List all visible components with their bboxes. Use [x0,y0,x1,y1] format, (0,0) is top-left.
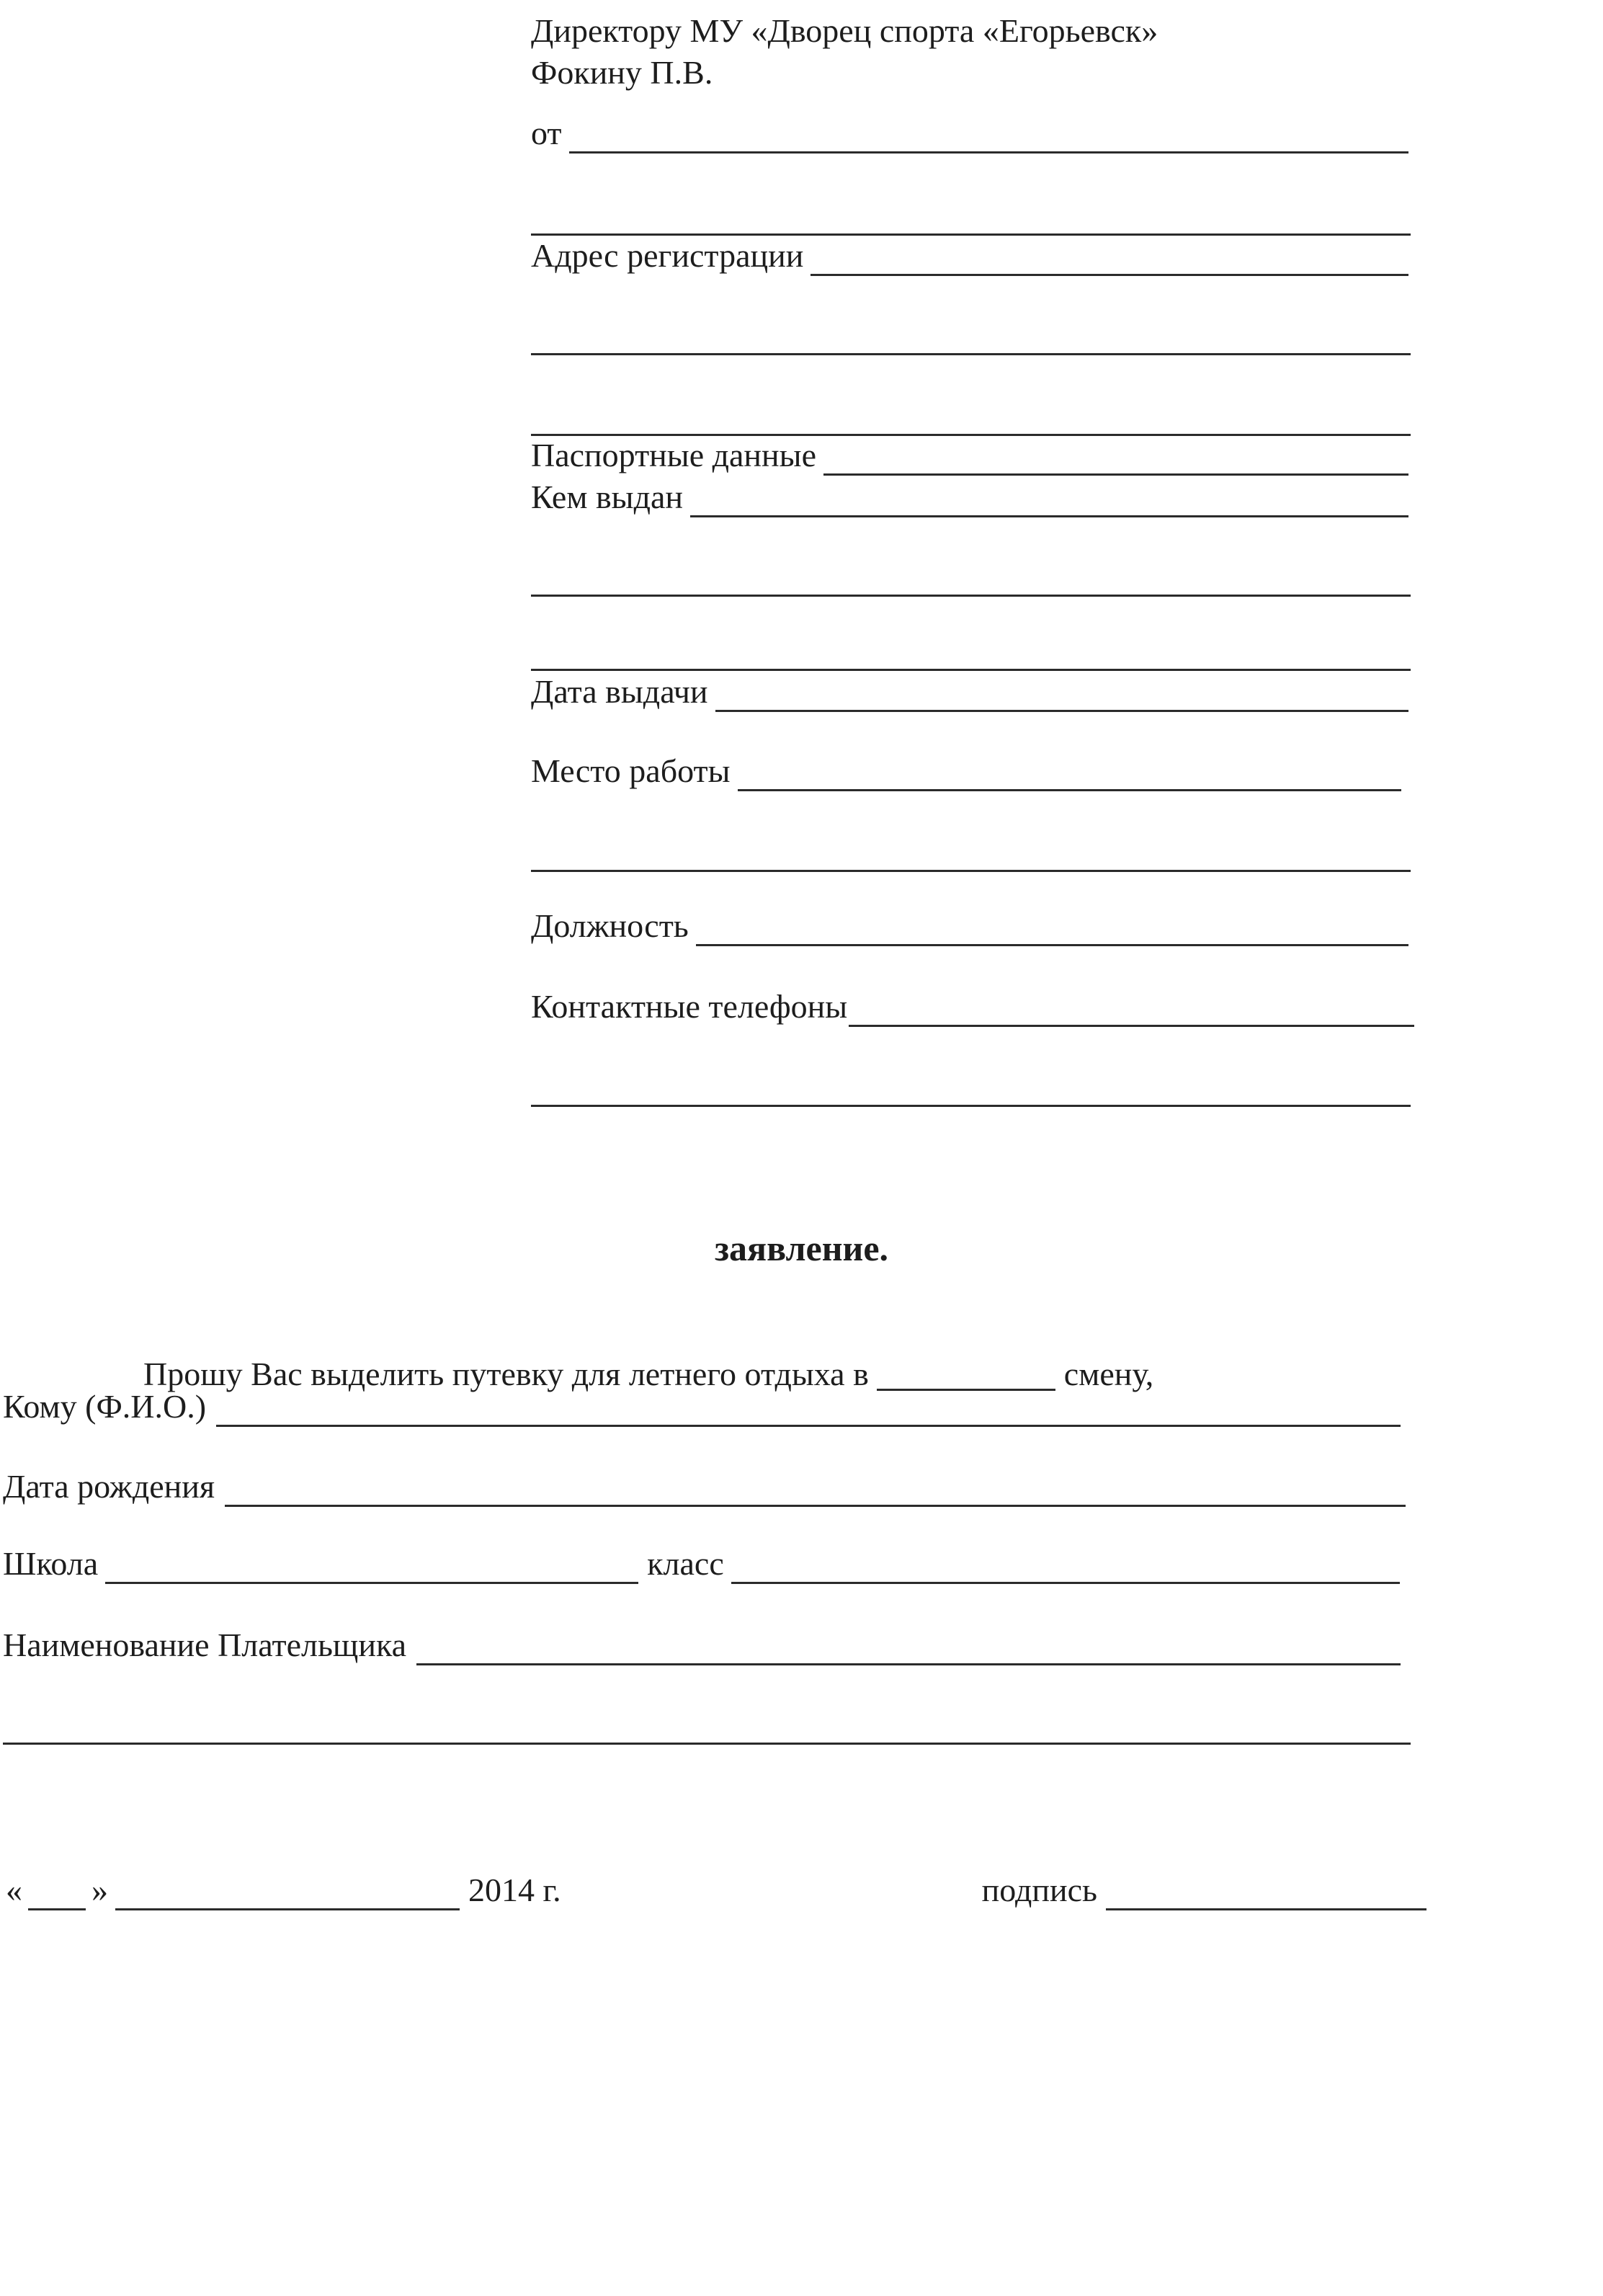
passport-input-line[interactable] [823,473,1408,476]
workplace-label: Место работы [531,752,731,789]
request-text: Прошу Вас выделить путевку для летнего отдыха в [143,1356,878,1392]
from-input-line[interactable] [569,151,1409,153]
open-quote: « [6,1872,22,1908]
issued-by-input-line[interactable] [690,515,1408,517]
recipient-line-1: Директору МУ «Дворец спорта «Егорьевск» [531,12,1158,49]
phones-input-line[interactable] [849,1025,1414,1027]
year-label: 2014 г. [468,1872,561,1908]
class-label: класс [647,1545,724,1582]
recipient-line-2: Фокину П.В. [531,54,713,91]
address-row [531,236,1408,276]
issued-by-label: Кем выдан [531,479,684,515]
position-input-line[interactable] [696,944,1408,946]
position-label: Должность [531,907,689,944]
close-quote: » [91,1872,108,1908]
issue-date-label: Дата выдачи [531,673,708,710]
issued-by-continuation-line-2[interactable] [531,669,1411,671]
signature-input-line[interactable] [1106,1908,1426,1910]
payer-input-line[interactable] [416,1663,1401,1665]
birthdate-input-line[interactable] [225,1505,1406,1507]
birthdate-row [3,1467,1406,1507]
address-continuation-line-1[interactable] [531,353,1411,355]
address-label: Адрес регистрации [531,237,804,274]
issue-date-input-line[interactable] [715,710,1408,712]
document-title: заявление. [714,1228,889,1268]
passport-label: Паспортные данные [531,437,816,473]
issue-date-row [531,672,1408,712]
from-label: от [531,115,562,151]
passport-row [531,435,1408,476]
month-input-line[interactable] [115,1908,460,1910]
payer-label: Наименование Плательщика [3,1627,415,1663]
birthdate-label: Дата рождения [3,1468,223,1505]
school-class-row [3,1544,1400,1584]
phones-label: Контактные телефоны [531,988,848,1025]
payer-continuation-line[interactable] [3,1743,1411,1745]
school-label: Школа [3,1545,99,1582]
workplace-input-line[interactable] [738,789,1402,791]
issued-by-row [531,477,1408,517]
workplace-row [531,751,1401,791]
day-input-line[interactable] [28,1908,86,1910]
fio-input-line[interactable] [216,1425,1401,1427]
class-input-line[interactable] [731,1582,1400,1584]
date-signature-row [6,1870,1426,1910]
position-row [531,906,1408,946]
payer-row [3,1625,1401,1665]
phones-row [531,987,1414,1027]
phones-continuation-line[interactable] [531,1105,1411,1107]
school-input-line[interactable] [105,1582,638,1584]
signature-label: подпись [981,1872,1097,1908]
fio-row [3,1387,1401,1427]
from-row [531,113,1408,153]
request-tail: смену, [1055,1356,1154,1392]
address-input-line[interactable] [811,274,1408,276]
recipient-block [531,10,1488,94]
issued-by-continuation-line-1[interactable] [531,595,1411,597]
fio-label: Кому (Ф.И.О.) [3,1388,215,1425]
workplace-continuation-line[interactable] [531,870,1411,872]
